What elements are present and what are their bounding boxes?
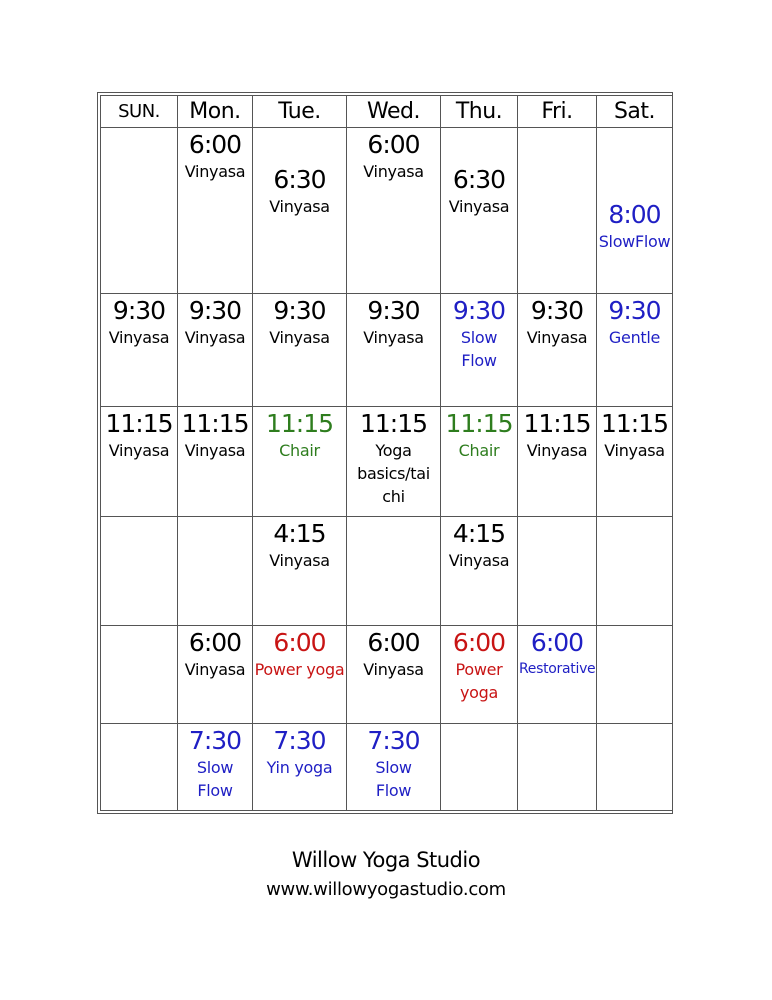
class-name: Power yoga (254, 660, 345, 680)
class-entry (178, 128, 252, 183)
class-name: Vinyasa (269, 327, 330, 347)
class-time: 11:15 (359, 409, 428, 439)
schedule-frame (97, 92, 673, 814)
schedule-cell-saturday (597, 407, 673, 516)
class-entry (347, 626, 440, 681)
class-entry (253, 128, 346, 218)
schedule-cell-friday (518, 626, 597, 723)
day-header-row (101, 96, 673, 128)
schedule-row (101, 516, 673, 625)
class-time: 11:15 (600, 409, 669, 439)
class-time: 8:00 (608, 200, 661, 229)
schedule-cell-thursday (441, 723, 518, 810)
class-time: 11:15 (181, 409, 249, 439)
class-entry (441, 517, 517, 572)
class-name: Vinyasa (526, 327, 588, 347)
class-entry (518, 407, 596, 462)
class-time: 7:30 (367, 725, 420, 755)
class-entry (253, 407, 346, 462)
day-header-friday: Fri. (518, 96, 597, 128)
class-time: 6:00 (530, 628, 584, 658)
class-name: Vinyasa (363, 162, 424, 181)
schedule-row (101, 128, 673, 294)
class-name: Vinyasa (448, 197, 510, 216)
class-entry (518, 626, 596, 681)
schedule-cell-thursday (441, 407, 518, 516)
schedule-cell-tuesday (253, 128, 347, 294)
schedule-cell-monday (178, 128, 253, 294)
schedule-cell-monday (178, 407, 253, 516)
class-time: 6:30 (273, 165, 326, 194)
class-name: Chair (458, 441, 500, 461)
schedule-cell-monday (178, 516, 253, 625)
class-entry (441, 626, 517, 704)
class-name: Slow Flow (196, 757, 234, 800)
schedule-cell-wednesday (347, 128, 441, 294)
class-time: 9:30 (273, 295, 326, 325)
schedule-row (101, 293, 673, 406)
schedule-cell-thursday (441, 293, 518, 406)
class-name: Vinyasa (184, 162, 246, 181)
class-name: Vinyasa (184, 441, 246, 461)
schedule-cell-friday (518, 407, 597, 516)
schedule-cell-monday (178, 293, 253, 406)
class-time: 4:15 (273, 518, 326, 548)
weekly-class-schedule (100, 95, 673, 811)
schedule-cell-sunday (101, 293, 178, 406)
class-entry (101, 407, 177, 462)
class-time: 6:30 (452, 165, 506, 194)
class-time: 7:30 (188, 725, 242, 755)
studio-website: www.willowyogastudio.com (266, 879, 506, 900)
class-entry (253, 517, 346, 572)
schedule-cell-tuesday (253, 626, 347, 723)
class-name: Vinyasa (604, 441, 665, 461)
class-entry (597, 128, 672, 253)
class-time: 9:30 (367, 295, 420, 325)
day-header-monday: Mon. (178, 96, 253, 128)
schedule-cell-sunday (101, 626, 178, 723)
class-name: SlowFlow (598, 232, 671, 251)
schedule-cell-tuesday (253, 516, 347, 625)
schedule-cell-saturday (597, 128, 673, 294)
schedule-cell-sunday (101, 128, 178, 294)
schedule-cell-sunday (101, 723, 178, 810)
class-name: Vinyasa (363, 660, 424, 680)
class-entry (178, 407, 252, 462)
schedule-row (101, 723, 673, 810)
studio-name: Willow Yoga Studio (291, 848, 481, 872)
schedule-cell-wednesday (347, 626, 441, 723)
day-header-saturday: Sat. (597, 96, 673, 128)
schedule-cell-friday (518, 293, 597, 406)
class-entry (253, 626, 346, 681)
class-entry (347, 128, 440, 183)
class-time: 6:00 (188, 628, 242, 658)
class-entry (347, 294, 440, 349)
schedule-cell-thursday (441, 516, 518, 625)
schedule-cell-tuesday (253, 407, 347, 516)
class-time: 6:00 (452, 628, 506, 658)
class-entry (597, 407, 672, 462)
schedule-body (101, 128, 673, 811)
class-time: 7:30 (273, 725, 326, 755)
class-entry (441, 128, 517, 218)
day-header-tuesday: Tue. (253, 96, 347, 128)
schedule-cell-friday (518, 723, 597, 810)
class-time: 11:15 (523, 409, 591, 439)
class-name: Vinyasa (184, 660, 246, 680)
class-name: Gentle (608, 327, 661, 347)
class-entry (178, 724, 252, 802)
schedule-cell-thursday (441, 128, 518, 294)
schedule-row (101, 626, 673, 723)
schedule-cell-saturday (597, 293, 673, 406)
class-entry (101, 294, 177, 349)
class-name: Vinyasa (269, 197, 330, 216)
schedule-cell-wednesday (347, 516, 441, 625)
class-time: 11:15 (445, 409, 513, 439)
schedule-row (101, 407, 673, 516)
class-name: Vinyasa (363, 327, 424, 347)
schedule-cell-saturday (597, 516, 673, 625)
class-name: Restorative (519, 661, 596, 678)
class-name: Chair (279, 441, 320, 461)
day-header-sunday: SUN. (101, 96, 178, 128)
class-name: Vinyasa (526, 441, 588, 461)
schedule-cell-sunday (101, 516, 178, 625)
class-name: Yoga basics/tai chi (357, 441, 430, 507)
schedule-cell-friday (518, 128, 597, 294)
class-entry (347, 724, 440, 802)
class-time: 4:15 (452, 518, 506, 548)
class-name: Vinyasa (184, 327, 246, 347)
class-time: 11:15 (265, 409, 334, 439)
class-time: 6:00 (367, 130, 420, 159)
class-time: 6:00 (188, 130, 242, 159)
class-time: 11:15 (105, 409, 173, 439)
class-entry (253, 294, 346, 349)
class-entry (441, 294, 517, 372)
schedule-cell-saturday (597, 626, 673, 723)
schedule-cell-wednesday (347, 407, 441, 516)
class-time: 9:30 (530, 295, 584, 325)
class-entry (178, 626, 252, 681)
class-time: 6:00 (273, 628, 326, 658)
class-name: Vinyasa (108, 327, 170, 347)
class-entry (178, 294, 252, 349)
class-entry (597, 294, 672, 349)
day-header-wednesday: Wed. (347, 96, 441, 128)
class-time: 9:30 (188, 295, 242, 325)
class-name: Slow Flow (460, 327, 498, 370)
class-entry (441, 407, 517, 462)
class-time: 6:00 (367, 628, 420, 658)
schedule-cell-thursday (441, 626, 518, 723)
class-name: Vinyasa (108, 441, 170, 461)
schedule-cell-monday (178, 723, 253, 810)
schedule-cell-tuesday (253, 723, 347, 810)
class-time: 9:30 (608, 295, 661, 325)
day-header-thursday: Thu. (441, 96, 518, 128)
class-name: Slow Flow (375, 757, 412, 800)
schedule-cell-friday (518, 516, 597, 625)
class-name: Vinyasa (448, 550, 510, 570)
class-entry (518, 294, 596, 349)
schedule-cell-tuesday (253, 293, 347, 406)
schedule-cell-wednesday (347, 723, 441, 810)
class-entry (347, 407, 440, 508)
schedule-cell-sunday (101, 407, 178, 516)
class-name: Vinyasa (269, 550, 330, 570)
schedule-cell-saturday (597, 723, 673, 810)
schedule-cell-monday (178, 626, 253, 723)
class-name: Power yoga (455, 660, 503, 703)
class-entry (253, 724, 346, 779)
class-time: 9:30 (112, 295, 166, 325)
class-time: 9:30 (452, 295, 506, 325)
schedule-cell-wednesday (347, 293, 441, 406)
class-name: Yin yoga (266, 757, 333, 777)
